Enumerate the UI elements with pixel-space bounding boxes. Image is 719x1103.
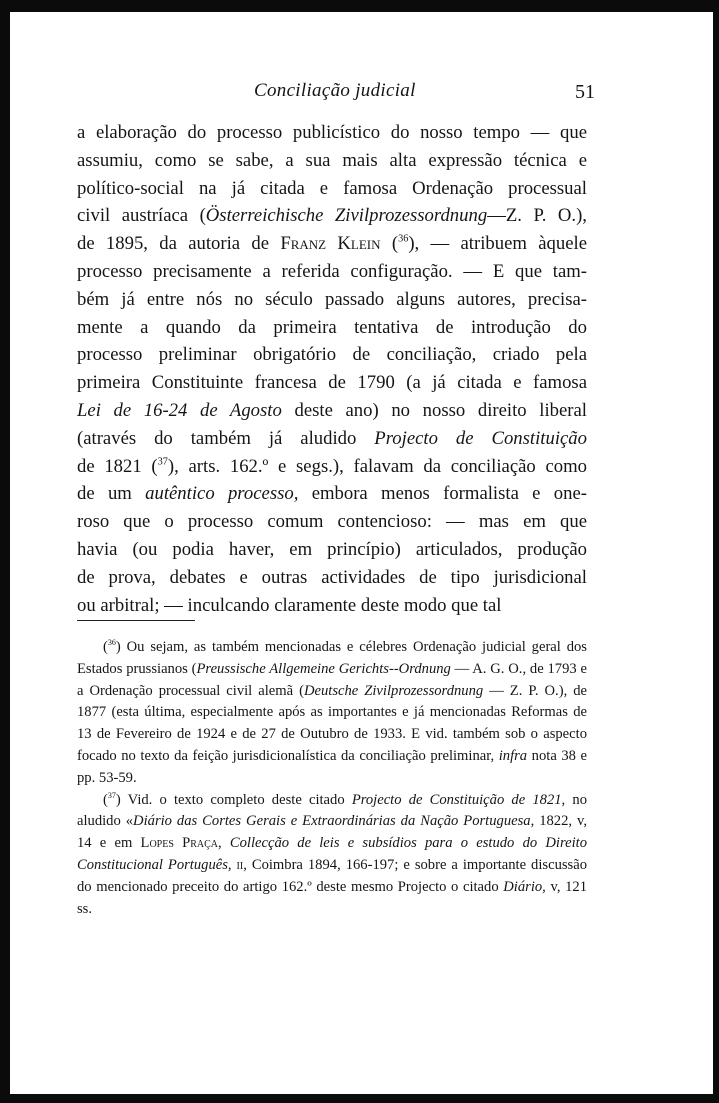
footnote-text: — A. G. O., de 1793 e a Ordenação processual civil alemã ( bbox=[77, 660, 587, 699]
footnote-text: , Coimbra 1894, 166-197; e sobre a importante discussão do mencionado preceito do artigo 162.º deste mesmo Projecto o citado bbox=[77, 856, 587, 895]
text-span: de 1895, da autoria de bbox=[77, 233, 281, 255]
footnotes bbox=[77, 637, 587, 920]
italic-title: Diário das Cortes Gerais e Extraordinárias da Nação Portuguesa bbox=[133, 813, 531, 830]
italic-title: Collecção de leis e subsídios para o estudo do Direito Constitucional Português, bbox=[77, 835, 587, 873]
italic-title: Lei de 16-24 de Agosto bbox=[77, 399, 282, 421]
footnote-ref[interactable]: 36 bbox=[398, 233, 409, 245]
footnote-marker: 36 bbox=[107, 637, 116, 647]
main-text bbox=[77, 119, 587, 619]
italic-title: Deutsche Zivilprozessordnung bbox=[303, 682, 484, 699]
footnote-36: ($^{36}$) Ou sejam, as também mencionadas e célebres Ordenação judicial geral dos Estados prussianos (Preussische Allgemeine Gerichts--Ordnung — A. G. O., de 1793 e a Ordenação processual civil alemã (Deutsche Zivilprozessordnung — Z. P. O.), de 1877 (esta última, especialmente após as importantes e já mencionadas Reformas de 13 de Fevereiro de 1924 e de 27 de Outubro de 1933. E vid. também sob o aspecto focado no texto da feição jurisdicionalística da conciliação preliminar, infra nota 38 e pp. 53-59. bbox=[77, 637, 587, 786]
footnote-text: , 1822, v, 14 e em bbox=[77, 813, 587, 852]
text-span: deste ano) no nosso direito liberal bbox=[281, 399, 587, 421]
italic-word: infra bbox=[498, 747, 528, 764]
text-line: primeira Constituinte francesa de 1790 (a já citada e famosa bbox=[77, 372, 587, 394]
footnote-text: ) Vid. o texto completo deste citado bbox=[115, 791, 352, 808]
text-line: havia (ou podia haver, em princípio) articulados, produção bbox=[77, 538, 587, 560]
text-line: processo precisamente a referida configuração. — E que tam- bbox=[77, 260, 587, 282]
italic-title: Österreichische Zivilprozessordnung bbox=[205, 205, 488, 227]
text-line: de prova, debates e outras actividades de tipo jurisdicional bbox=[77, 566, 587, 588]
page-number: 51 bbox=[575, 81, 595, 103]
text-line: a elaboração do processo publicístico do nosso tempo — que bbox=[77, 122, 587, 143]
footnote-text: — Z. P. O.), de 1877 (esta última, especialmente após as importantes e já mencionadas Reformas de 13 de Fevereiro de 1924 e de 27 de Outubro de 1933. E vid. também sob o aspecto focado no texto da feição jurisdicionalística da conciliação preliminar, bbox=[77, 682, 587, 764]
text-span: ), arts. 162.º e segs.), falavam da conciliação como bbox=[167, 455, 587, 477]
text-span: ), — atribuem àquele bbox=[408, 233, 587, 255]
footnote-text: ) Ou sejam, as também mencionadas e célebres Ordenação judicial geral dos Estados prussianos ( bbox=[77, 639, 587, 677]
text-line bbox=[77, 425, 587, 453]
text-line: processo preliminar obrigatório de conciliação, criado pela bbox=[77, 344, 587, 366]
footnote-text: no aludido « bbox=[77, 791, 587, 830]
text-span: de um bbox=[77, 483, 146, 505]
footnote-37: ($^{37}$) Vid. o texto completo deste citado Projecto de Constituição de 1821, no aludido «Diário das Cortes Gerais e Extraordinárias da Nação Portuguesa, 1822, v, 14 e em Lopes Praça, Collecção de leis e subsídios para o estudo do Direito Constitucional Português, ii, Coimbra 1894, 166-197; e sobre a importante discussão do mencionado preceito do artigo 162.º deste mesmo Projecto o citado Diário, v, 121 ss. bbox=[77, 790, 587, 917]
text-line: político-social na já citada e famosa Ordenação processual bbox=[77, 177, 587, 199]
footnote-text: nota 38 e pp. 53-59. bbox=[77, 747, 587, 786]
book-page bbox=[10, 12, 713, 1094]
text-line: bém já entre nós no século passado alguns autores, precisa- bbox=[77, 288, 587, 310]
running-head bbox=[10, 80, 713, 110]
text-span: (através do também já aludido bbox=[77, 427, 375, 449]
text-span: —Z. P. O.), bbox=[487, 205, 587, 227]
footnote-text: , bbox=[218, 835, 230, 852]
text-line bbox=[77, 397, 587, 425]
text-span: embora menos formalista e one- bbox=[298, 483, 587, 505]
footnote-text: v, 121 ss. bbox=[77, 878, 587, 917]
footnote-ref[interactable]: 37 bbox=[157, 455, 168, 467]
italic-title: Projecto de Constituição de 1821, bbox=[351, 791, 566, 808]
text-line: assumiu, como se sabe, a sua mais alta expressão técnica e bbox=[77, 149, 587, 171]
footnote-marker: 37 bbox=[107, 790, 116, 800]
text-line bbox=[77, 202, 587, 230]
volume-number: ii bbox=[236, 856, 244, 873]
text-line: roso que o processo comum contencioso: — mas em que bbox=[77, 511, 587, 533]
text-span: ( bbox=[380, 233, 399, 255]
text-line: mente a quando da primeira tentativa de introdução do bbox=[77, 316, 587, 338]
italic-title: Preussische Allgemeine Gerichts--Ordnung bbox=[196, 660, 451, 677]
text-line bbox=[77, 230, 587, 258]
italic-title: Diário, bbox=[503, 878, 546, 895]
footnote-rule bbox=[77, 620, 195, 621]
text-line: ou arbitral; — inculcando claramente deste modo que tal bbox=[77, 594, 502, 616]
italic-phrase: autêntico processo, bbox=[145, 483, 299, 505]
text-line bbox=[77, 453, 587, 481]
italic-title: Projecto de Constituição bbox=[374, 427, 587, 449]
running-title: Conciliação judicial bbox=[254, 80, 416, 101]
author-name: Franz Klein bbox=[280, 233, 381, 255]
text-span: civil austríaca ( bbox=[77, 205, 206, 227]
text-span: de 1821 ( bbox=[77, 455, 158, 477]
text-line bbox=[77, 480, 587, 508]
author-name: Lopes Praça bbox=[140, 835, 219, 852]
